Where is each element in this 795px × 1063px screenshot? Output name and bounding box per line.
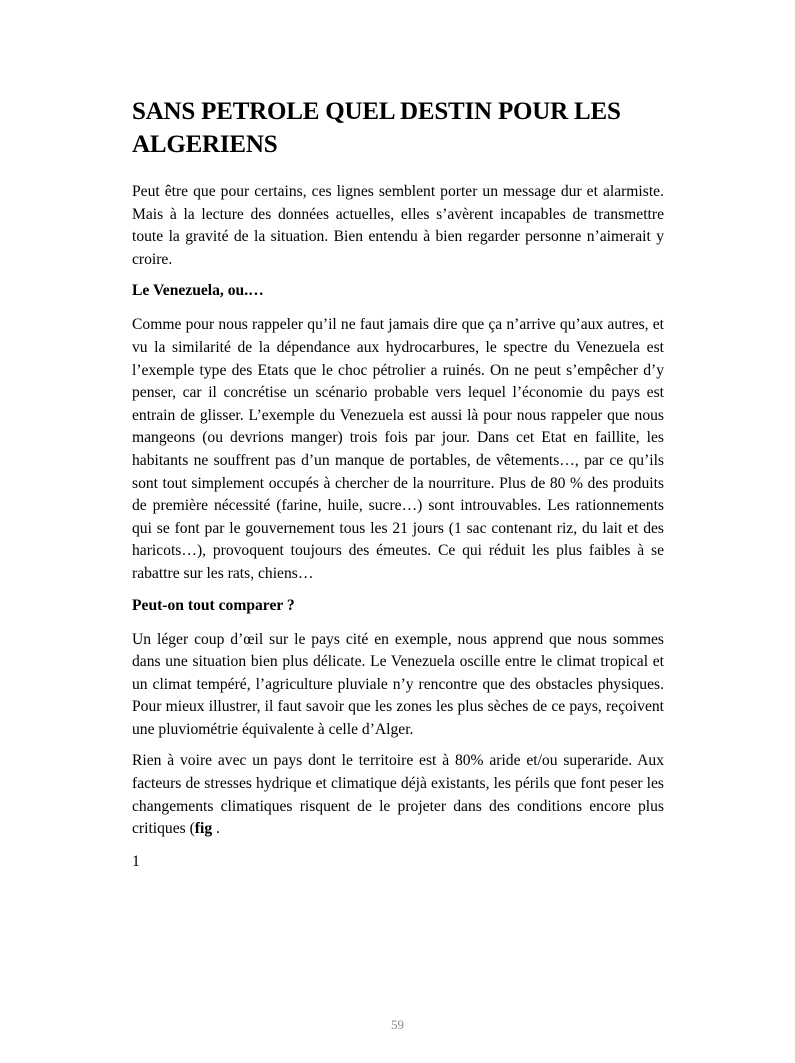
page-title: SANS PETROLE QUEL DESTIN POUR LES ALGERIENS [132,98,621,158]
comparison-paragraph: Un léger coup d’œil sur le pays cité en exemple, nous apprend que nous sommes dans une situation bien plus délicate. Le Venezuela oscille entre le climat tropical et un climat tempéré, l’agriculture pluviale n’y rencontre que des obstacles physiques. Pour mieux illustrer, il faut savoir que les zones les plus sèches de ce pays, reçoivent une pluviométrie équivalente à celle d’Alger. [132,630,664,738]
section-heading-comparison: Peut-on tout comparer ? [132,596,295,614]
figure-reference: fig [194,820,213,838]
page-number: 59 [391,1017,404,1032]
aridity-text: Rien à voire avec un pays dont le territoire est à 80% aride et/ou superaride. Aux facteurs de stresses hydrique et climatique déjà existants, les périls que font peser les changements climatiques risquent de le projeter dans des conditions encore plus critiques ( [132,752,664,838]
aridity-paragraph [132,750,664,840]
venezuela-paragraph: Comme pour nous rappeler qu’il ne faut jamais dire que ça n’arrive qu’aux autres, et vu la similarité de la dépendance aux hydrocarbures, le spectre du Venezuela est l’exemple type des Etats que le choc pétrolier a ruinés. On ne peut s’empêcher d’y penser, car il concrétise un scénario probable vers lequel l’économie du pays est entrain de glisser. L’exemple du Venezuela est aussi là pour nous rappeler que nous mangeons (ou devrions manger) trois fois par jour. Dans cet Etat en faillite, les habitants ne souffrent pas d’un manque de portables, de vêtements…, par ce qu’ils sont tout simplement occupés à chercher de la nourriture. Plus de 80 % des produits de première nécessité (farine, huile, sucre…) sont introuvables. Les rationnements qui se font par le gouvernement tous les 21 jours (1 sac contenant riz, du lait et des haricots…), provoquent toujours des émeutes. Ce qui réduit les plus faibles à se rabattre sur les rats, chiens… [132,316,664,582]
aridity-text-end: . [212,820,220,838]
intro-paragraph: Peut être que pour certains, ces lignes semblent porter un message dur et alarmiste. Mais à la lecture des données actuelles, elles s’avèrent incapables de transmettre toute la gravité de la situation. Bien entendu à bien regarder personne n’aimerait y croire. [132,183,664,268]
document-page [132,95,664,873]
section-heading-venezuela: Le Venezuela, ou.… [132,282,264,300]
footnote-marker: 1 [132,852,140,870]
